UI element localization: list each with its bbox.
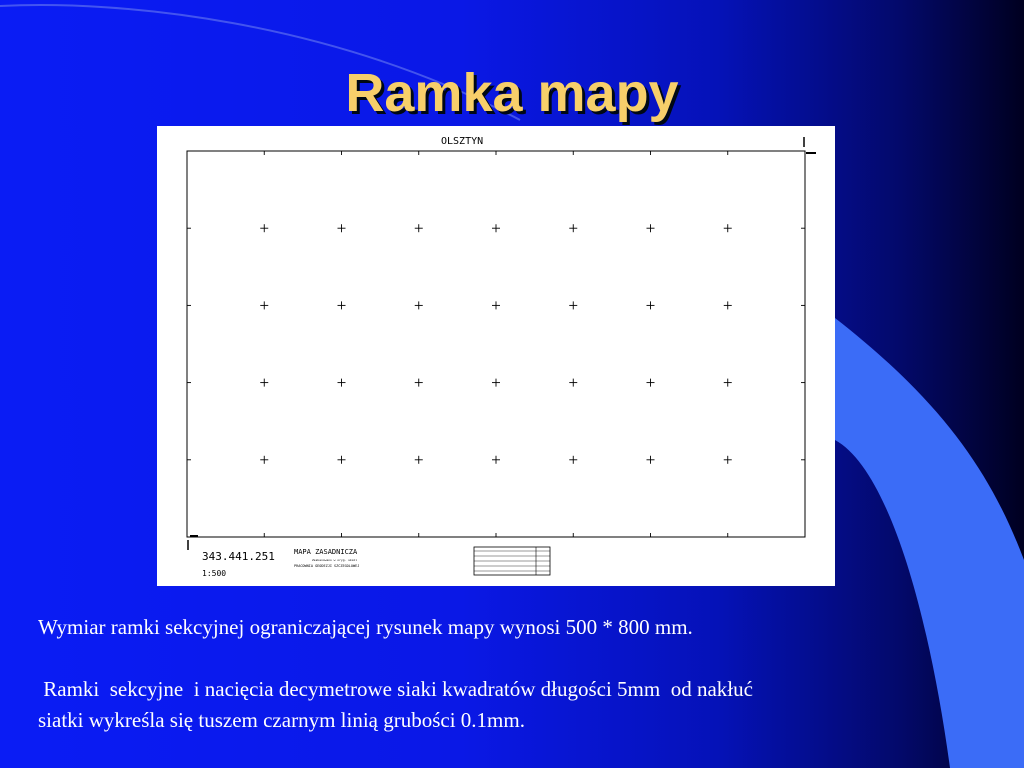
corner-label-top-right — [806, 152, 816, 154]
corner-label-bottom-left — [190, 535, 198, 537]
legend-title: MAPA ZASADNICZA — [294, 548, 358, 556]
paragraph-ticks-line-2: siatki wykreśla się tuszem czarnym linią grubości 0.1mm. — [38, 708, 525, 732]
map-frame-image — [157, 126, 835, 586]
map-frame-drawing — [157, 126, 835, 586]
grid-crosses — [260, 224, 732, 464]
legend-line-1: Zeskanowano w oryg. skali — [312, 558, 358, 562]
paragraph-ticks-line-1: Ramki sekcyjne i nacięcia decymetrowe siaki kwadratów długości 5mm od nakłuć — [38, 677, 753, 701]
map-scale: 1:500 — [202, 569, 227, 578]
sheet-number: 343.441.251 — [202, 550, 275, 563]
slide-body — [38, 612, 1008, 736]
paragraph-frame-size: Wymiar ramki sekcyjnej ograniczającej rysunek mapy wynosi 500 * 800 mm. — [38, 615, 693, 639]
slide-title: Ramka mapy — [345, 63, 679, 123]
section-frame — [187, 151, 805, 537]
map-header: OLSZTYN — [441, 136, 484, 147]
title-block-table — [474, 547, 550, 575]
legend-line-2: PRACOWNIA GEODEZJI SZCZEGOLOWEJ — [294, 564, 360, 568]
decimeter-ticks — [187, 151, 805, 537]
